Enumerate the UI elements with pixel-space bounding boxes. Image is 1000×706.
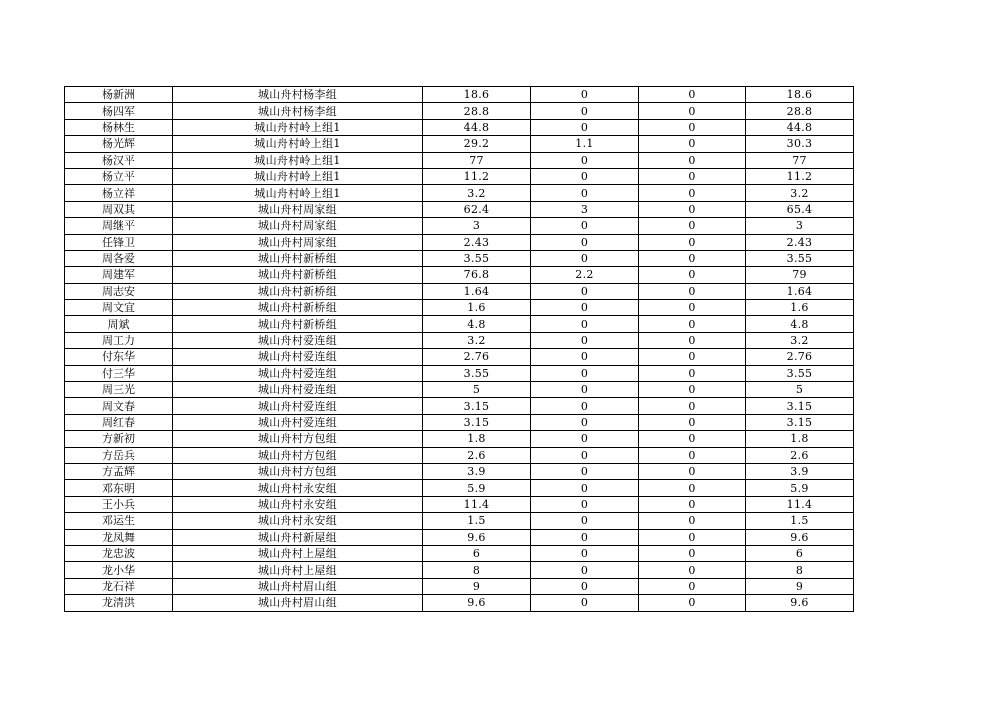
cell-name: 王小兵: [65, 496, 173, 512]
cell-group: 城山舟村周家组: [173, 234, 423, 250]
cell-total: 3.9: [746, 463, 854, 479]
cell-total: 3.55: [746, 365, 854, 381]
cell-value-3: 0: [639, 185, 746, 201]
table-row: [65, 218, 854, 234]
cell-value-1: 4.8: [423, 316, 531, 332]
cell-name: 周红春: [65, 414, 173, 430]
cell-value-3: 0: [639, 250, 746, 266]
cell-value-2: 0: [531, 578, 639, 594]
cell-name: 周文春: [65, 398, 173, 414]
cell-group: 城山舟村岭上组1: [173, 185, 423, 201]
cell-group: 城山舟村新桥组: [173, 250, 423, 266]
cell-group: 城山舟村爱连组: [173, 398, 423, 414]
cell-total: 9: [746, 578, 854, 594]
cell-value-3: 0: [639, 332, 746, 348]
cell-value-2: 0: [531, 414, 639, 430]
cell-value-2: 0: [531, 513, 639, 529]
cell-name: 邓运生: [65, 513, 173, 529]
cell-name: 邓东明: [65, 480, 173, 496]
cell-value-2: 0: [531, 463, 639, 479]
cell-value-2: 2.2: [531, 267, 639, 283]
table-row: [65, 463, 854, 479]
cell-total: 2.43: [746, 234, 854, 250]
cell-value-1: 8: [423, 562, 531, 578]
table-row: [65, 250, 854, 266]
cell-total: 2.76: [746, 349, 854, 365]
cell-total: 65.4: [746, 201, 854, 217]
cell-name: 周文宜: [65, 300, 173, 316]
cell-value-1: 3.2: [423, 332, 531, 348]
data-table: [64, 86, 854, 612]
cell-value-1: 1.8: [423, 431, 531, 447]
cell-value-1: 3: [423, 218, 531, 234]
cell-value-2: 0: [531, 349, 639, 365]
cell-value-1: 11.2: [423, 168, 531, 184]
table-row: [65, 480, 854, 496]
cell-total: 9.6: [746, 529, 854, 545]
table-row: [65, 168, 854, 184]
cell-group: 城山舟村爱连组: [173, 349, 423, 365]
cell-group: 城山舟村眉山组: [173, 578, 423, 594]
cell-value-1: 1.64: [423, 283, 531, 299]
cell-value-3: 0: [639, 300, 746, 316]
cell-total: 11.2: [746, 168, 854, 184]
table-row: [65, 316, 854, 332]
cell-group: 城山舟村新桥组: [173, 300, 423, 316]
cell-name: 方新初: [65, 431, 173, 447]
cell-value-2: 0: [531, 398, 639, 414]
cell-total: 3.2: [746, 332, 854, 348]
cell-value-1: 28.8: [423, 103, 531, 119]
table-row: [65, 529, 854, 545]
cell-value-1: 3.9: [423, 463, 531, 479]
cell-value-1: 3.55: [423, 250, 531, 266]
cell-value-2: 1.1: [531, 136, 639, 152]
cell-value-3: 0: [639, 545, 746, 561]
cell-value-1: 18.6: [423, 87, 531, 103]
cell-group: 城山舟村爱连组: [173, 365, 423, 381]
cell-value-3: 0: [639, 136, 746, 152]
cell-value-3: 0: [639, 431, 746, 447]
cell-value-1: 2.76: [423, 349, 531, 365]
cell-value-2: 0: [531, 382, 639, 398]
table-row: [65, 496, 854, 512]
table-row: [65, 300, 854, 316]
cell-value-2: 0: [531, 185, 639, 201]
cell-value-2: 0: [531, 431, 639, 447]
cell-total: 1.5: [746, 513, 854, 529]
cell-value-2: 0: [531, 480, 639, 496]
cell-group: 城山舟村岭上组1: [173, 168, 423, 184]
cell-value-1: 9.6: [423, 529, 531, 545]
cell-value-3: 0: [639, 414, 746, 430]
cell-total: 11.4: [746, 496, 854, 512]
cell-group: 城山舟村新桥组: [173, 283, 423, 299]
cell-value-2: 0: [531, 218, 639, 234]
cell-value-1: 5: [423, 382, 531, 398]
cell-value-1: 2.6: [423, 447, 531, 463]
cell-value-2: 0: [531, 87, 639, 103]
table-row: [65, 332, 854, 348]
cell-value-1: 77: [423, 152, 531, 168]
cell-value-1: 3.15: [423, 398, 531, 414]
cell-value-3: 0: [639, 398, 746, 414]
cell-total: 44.8: [746, 119, 854, 135]
cell-total: 4.8: [746, 316, 854, 332]
cell-name: 杨新洲: [65, 87, 173, 103]
cell-name: 周各爱: [65, 250, 173, 266]
cell-value-2: 0: [531, 545, 639, 561]
cell-group: 城山舟村上屋组: [173, 562, 423, 578]
table-row: [65, 185, 854, 201]
cell-value-3: 0: [639, 349, 746, 365]
cell-value-3: 0: [639, 480, 746, 496]
table-row: [65, 578, 854, 594]
cell-total: 28.8: [746, 103, 854, 119]
table-row: [65, 595, 854, 611]
cell-name: 杨汉平: [65, 152, 173, 168]
cell-group: 城山舟村新屋组: [173, 529, 423, 545]
table-row: [65, 103, 854, 119]
table-row: [65, 382, 854, 398]
table-row: [65, 234, 854, 250]
cell-value-1: 2.43: [423, 234, 531, 250]
cell-value-3: 0: [639, 447, 746, 463]
cell-group: 城山舟村周家组: [173, 201, 423, 217]
table-row: [65, 136, 854, 152]
cell-group: 城山舟村岭上组1: [173, 119, 423, 135]
cell-group: 城山舟村永安组: [173, 496, 423, 512]
cell-value-2: 0: [531, 103, 639, 119]
cell-name: 杨林生: [65, 119, 173, 135]
cell-value-3: 0: [639, 152, 746, 168]
table-row: [65, 562, 854, 578]
cell-value-2: 0: [531, 595, 639, 611]
table-row: [65, 152, 854, 168]
cell-value-3: 0: [639, 513, 746, 529]
cell-total: 5.9: [746, 480, 854, 496]
cell-value-1: 62.4: [423, 201, 531, 217]
cell-total: 1.64: [746, 283, 854, 299]
cell-name: 任锋卫: [65, 234, 173, 250]
cell-value-1: 3.15: [423, 414, 531, 430]
cell-value-2: 0: [531, 168, 639, 184]
cell-value-3: 0: [639, 496, 746, 512]
cell-name: 杨立祥: [65, 185, 173, 201]
cell-value-1: 1.6: [423, 300, 531, 316]
cell-name: 龙石祥: [65, 578, 173, 594]
cell-value-2: 0: [531, 529, 639, 545]
cell-value-3: 0: [639, 529, 746, 545]
cell-value-1: 44.8: [423, 119, 531, 135]
cell-value-2: 0: [531, 316, 639, 332]
cell-value-1: 11.4: [423, 496, 531, 512]
cell-total: 5: [746, 382, 854, 398]
cell-value-1: 5.9: [423, 480, 531, 496]
table-row: [65, 414, 854, 430]
table-row: [65, 119, 854, 135]
cell-value-3: 0: [639, 578, 746, 594]
cell-group: 城山舟村新桥组: [173, 316, 423, 332]
cell-value-3: 0: [639, 103, 746, 119]
cell-total: 3.55: [746, 250, 854, 266]
cell-total: 6: [746, 545, 854, 561]
cell-group: 城山舟村新桥组: [173, 267, 423, 283]
cell-value-2: 0: [531, 447, 639, 463]
cell-value-3: 0: [639, 382, 746, 398]
cell-group: 城山舟村爱连组: [173, 382, 423, 398]
table-row: [65, 87, 854, 103]
cell-value-3: 0: [639, 463, 746, 479]
table-row: [65, 545, 854, 561]
cell-name: 周三光: [65, 382, 173, 398]
cell-group: 城山舟村永安组: [173, 513, 423, 529]
cell-name: 方孟辉: [65, 463, 173, 479]
cell-value-2: 0: [531, 365, 639, 381]
cell-value-2: 0: [531, 283, 639, 299]
cell-total: 18.6: [746, 87, 854, 103]
cell-value-1: 6: [423, 545, 531, 561]
cell-value-1: 9.6: [423, 595, 531, 611]
table-row: [65, 365, 854, 381]
table-row: [65, 201, 854, 217]
cell-group: 城山舟村方包组: [173, 447, 423, 463]
cell-name: 方岳兵: [65, 447, 173, 463]
cell-total: 30.3: [746, 136, 854, 152]
table-row: [65, 349, 854, 365]
cell-group: 城山舟村永安组: [173, 480, 423, 496]
cell-value-2: 0: [531, 119, 639, 135]
cell-group: 城山舟村周家组: [173, 218, 423, 234]
cell-name: 杨立平: [65, 168, 173, 184]
cell-value-1: 3.2: [423, 185, 531, 201]
cell-group: 城山舟村杨李组: [173, 103, 423, 119]
cell-total: 2.6: [746, 447, 854, 463]
cell-group: 城山舟村方包组: [173, 463, 423, 479]
cell-value-3: 0: [639, 201, 746, 217]
cell-total: 3.2: [746, 185, 854, 201]
cell-name: 周继平: [65, 218, 173, 234]
cell-total: 79: [746, 267, 854, 283]
cell-value-1: 3.55: [423, 365, 531, 381]
cell-group: 城山舟村上屋组: [173, 545, 423, 561]
cell-group: 城山舟村杨李组: [173, 87, 423, 103]
cell-value-2: 3: [531, 201, 639, 217]
cell-name: 杨四军: [65, 103, 173, 119]
table-body: [65, 87, 854, 612]
cell-name: 付东华: [65, 349, 173, 365]
cell-value-3: 0: [639, 119, 746, 135]
cell-value-2: 0: [531, 234, 639, 250]
cell-name: 周双其: [65, 201, 173, 217]
cell-total: 9.6: [746, 595, 854, 611]
cell-total: 3.15: [746, 414, 854, 430]
cell-group: 城山舟村爱连组: [173, 414, 423, 430]
cell-name: 付三华: [65, 365, 173, 381]
cell-total: 8: [746, 562, 854, 578]
cell-value-2: 0: [531, 152, 639, 168]
cell-value-2: 0: [531, 496, 639, 512]
cell-name: 周志安: [65, 283, 173, 299]
cell-group: 城山舟村岭上组1: [173, 152, 423, 168]
cell-value-2: 0: [531, 562, 639, 578]
cell-total: 3: [746, 218, 854, 234]
cell-total: 1.8: [746, 431, 854, 447]
cell-group: 城山舟村眉山组: [173, 595, 423, 611]
cell-name: 周建军: [65, 267, 173, 283]
cell-value-3: 0: [639, 562, 746, 578]
cell-name: 龙忠波: [65, 545, 173, 561]
cell-name: 周斌: [65, 316, 173, 332]
cell-value-3: 0: [639, 234, 746, 250]
cell-name: 龙清洪: [65, 595, 173, 611]
cell-value-1: 76.8: [423, 267, 531, 283]
cell-value-3: 0: [639, 316, 746, 332]
cell-total: 3.15: [746, 398, 854, 414]
cell-group: 城山舟村爱连组: [173, 332, 423, 348]
table-row: [65, 513, 854, 529]
cell-name: 周工力: [65, 332, 173, 348]
table-row: [65, 398, 854, 414]
cell-value-3: 0: [639, 365, 746, 381]
cell-value-3: 0: [639, 595, 746, 611]
table-row: [65, 283, 854, 299]
cell-total: 77: [746, 152, 854, 168]
cell-name: 龙小华: [65, 562, 173, 578]
cell-value-3: 0: [639, 267, 746, 283]
cell-value-1: 29.2: [423, 136, 531, 152]
table-row: [65, 267, 854, 283]
cell-total: 1.6: [746, 300, 854, 316]
table-row: [65, 447, 854, 463]
cell-value-3: 0: [639, 87, 746, 103]
cell-value-1: 9: [423, 578, 531, 594]
cell-value-3: 0: [639, 168, 746, 184]
cell-value-2: 0: [531, 300, 639, 316]
cell-value-3: 0: [639, 218, 746, 234]
cell-name: 龙凤舞: [65, 529, 173, 545]
cell-group: 城山舟村方包组: [173, 431, 423, 447]
cell-value-3: 0: [639, 283, 746, 299]
cell-value-1: 1.5: [423, 513, 531, 529]
cell-value-2: 0: [531, 250, 639, 266]
cell-name: 杨光辉: [65, 136, 173, 152]
cell-value-2: 0: [531, 332, 639, 348]
table-row: [65, 431, 854, 447]
cell-group: 城山舟村岭上组1: [173, 136, 423, 152]
